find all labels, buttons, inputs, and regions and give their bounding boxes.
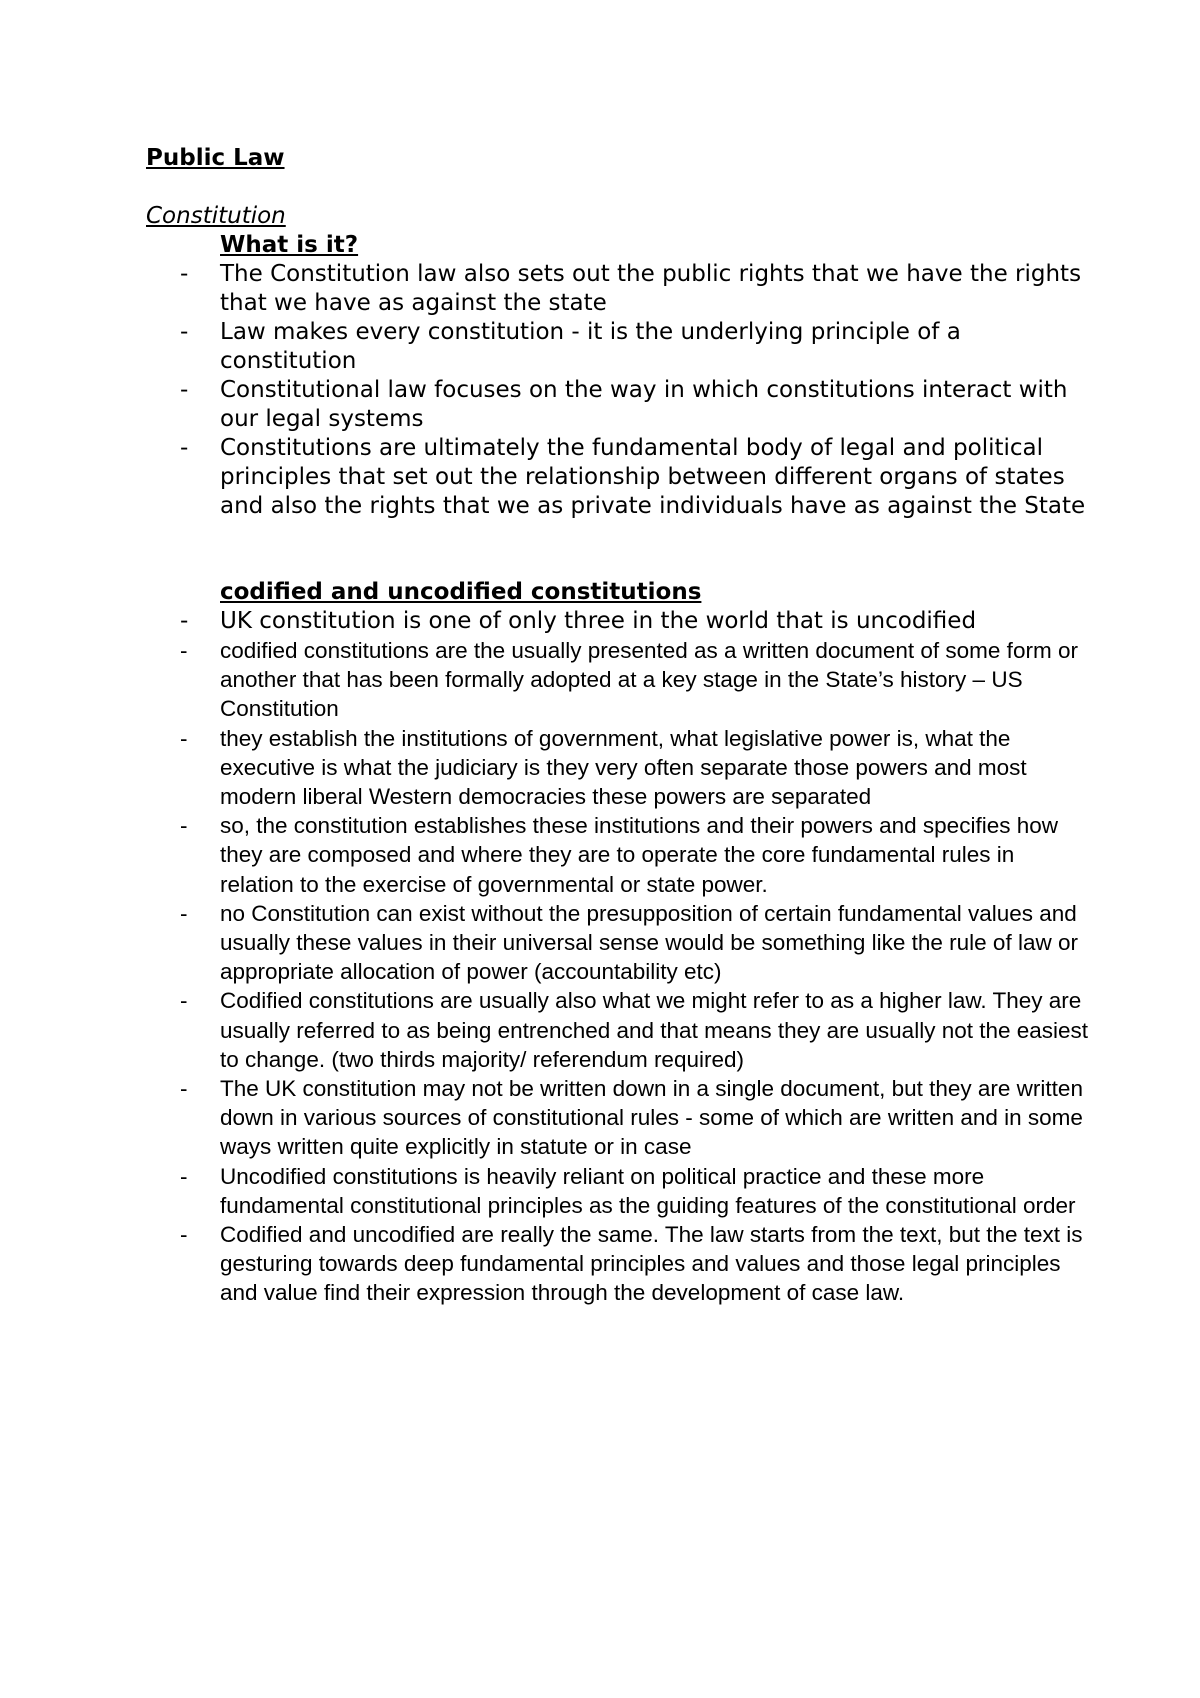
list-item [0,607,1090,636]
list-item [0,636,1090,724]
list-item [0,318,1090,376]
bullet-list-what-is-it [0,260,1100,521]
list-item [0,434,1090,521]
subheading-what-is-it: What is it? [220,232,359,258]
bullet-text: Uncodified constitutions is heavily reliant on political practice and these more fundamental constitutional principles as the guiding features of the constitutional order [220,1163,1076,1218]
bullet-text: no Constitution can exist without the presupposition of certain fundamental values and usually these values in their universal sense would be something like the rule of law or appropriate allocation of power (accountability etc) [220,900,1078,985]
section-heading-constitution: Constitution [146,203,286,229]
subheading-codified-uncodified: codified and uncodified constitutions [220,579,702,605]
bullet-dash: - [180,377,189,403]
bullet-dash: - [180,1163,188,1189]
bullet-text: Codified and uncodified are really the same. The law starts from the text, but the text is gesturing towards deep fundamental principles and values and those legal principles and value find their expression through the development of case law. [220,1222,1083,1306]
bullet-dash: - [180,725,188,751]
list-item [0,1162,1090,1220]
bullet-dash: - [180,1222,188,1248]
bullet-text: they establish the institutions of government, what legislative power is, what the executive is what the judiciary is they very often separate those powers and most modern liberal Western democracies these powers are separated [220,725,1027,810]
bullet-text: Constitutional law focuses on the way in which constitutions interact with our legal systems [220,377,1068,432]
list-item [0,986,1090,1074]
bullet-text: Codified constitutions are usually also what we might refer to as a higher law. They are usually referred to as being entrenched and that means they are usually not the easiest to change. (two thirds majority/ referendum required) [220,988,1089,1072]
bullet-dash: - [180,1076,188,1102]
bullet-dash: - [180,435,189,461]
bullet-text: so, the constitution establishes these institutions and their powers and specifies how they are composed and where they are to operate the core fundamental rules in relation to the exercise of governmental or state power. [220,813,1058,897]
bullet-list-codified-uncodified [0,607,1100,1308]
list-item [0,376,1090,434]
list-item [0,260,1090,318]
list-item [0,811,1090,899]
bullet-text: codified constitutions are the usually presented as a written document of some form or another that has been formally adopted at a key stage in the State’s history – US Constitution [220,638,1078,722]
bullet-text: UK constitution is one of only three in the world that is uncodified [220,608,977,634]
list-item [0,1220,1090,1308]
list-item [0,1074,1090,1162]
bullet-text: Constitutions are ultimately the fundamental body of legal and political principles that set out the relationship between different organs of states and also the rights that we as private individuals have as against the State [220,435,1086,519]
bullet-dash: - [180,319,189,345]
bullet-dash: - [180,261,189,287]
list-item [0,724,1090,812]
bullet-dash: - [180,638,188,663]
bullet-text: The Constitution law also sets out the public rights that we have the rights that we have as against the state [220,261,1082,316]
bullet-dash: - [180,813,188,839]
bullet-text: Law makes every constitution - it is the underlying principle of a constitution [220,319,961,374]
bullet-dash: - [180,988,188,1014]
bullet-text: The UK constitution may not be written down in a single document, but they are written down in various sources of constitutional rules - some of which are written and in some ways written quite explicitly in statute or in case [220,1076,1083,1160]
bullet-dash: - [180,608,189,634]
list-item [0,899,1090,987]
bullet-dash: - [180,900,188,926]
document-title: Public Law [146,145,285,171]
